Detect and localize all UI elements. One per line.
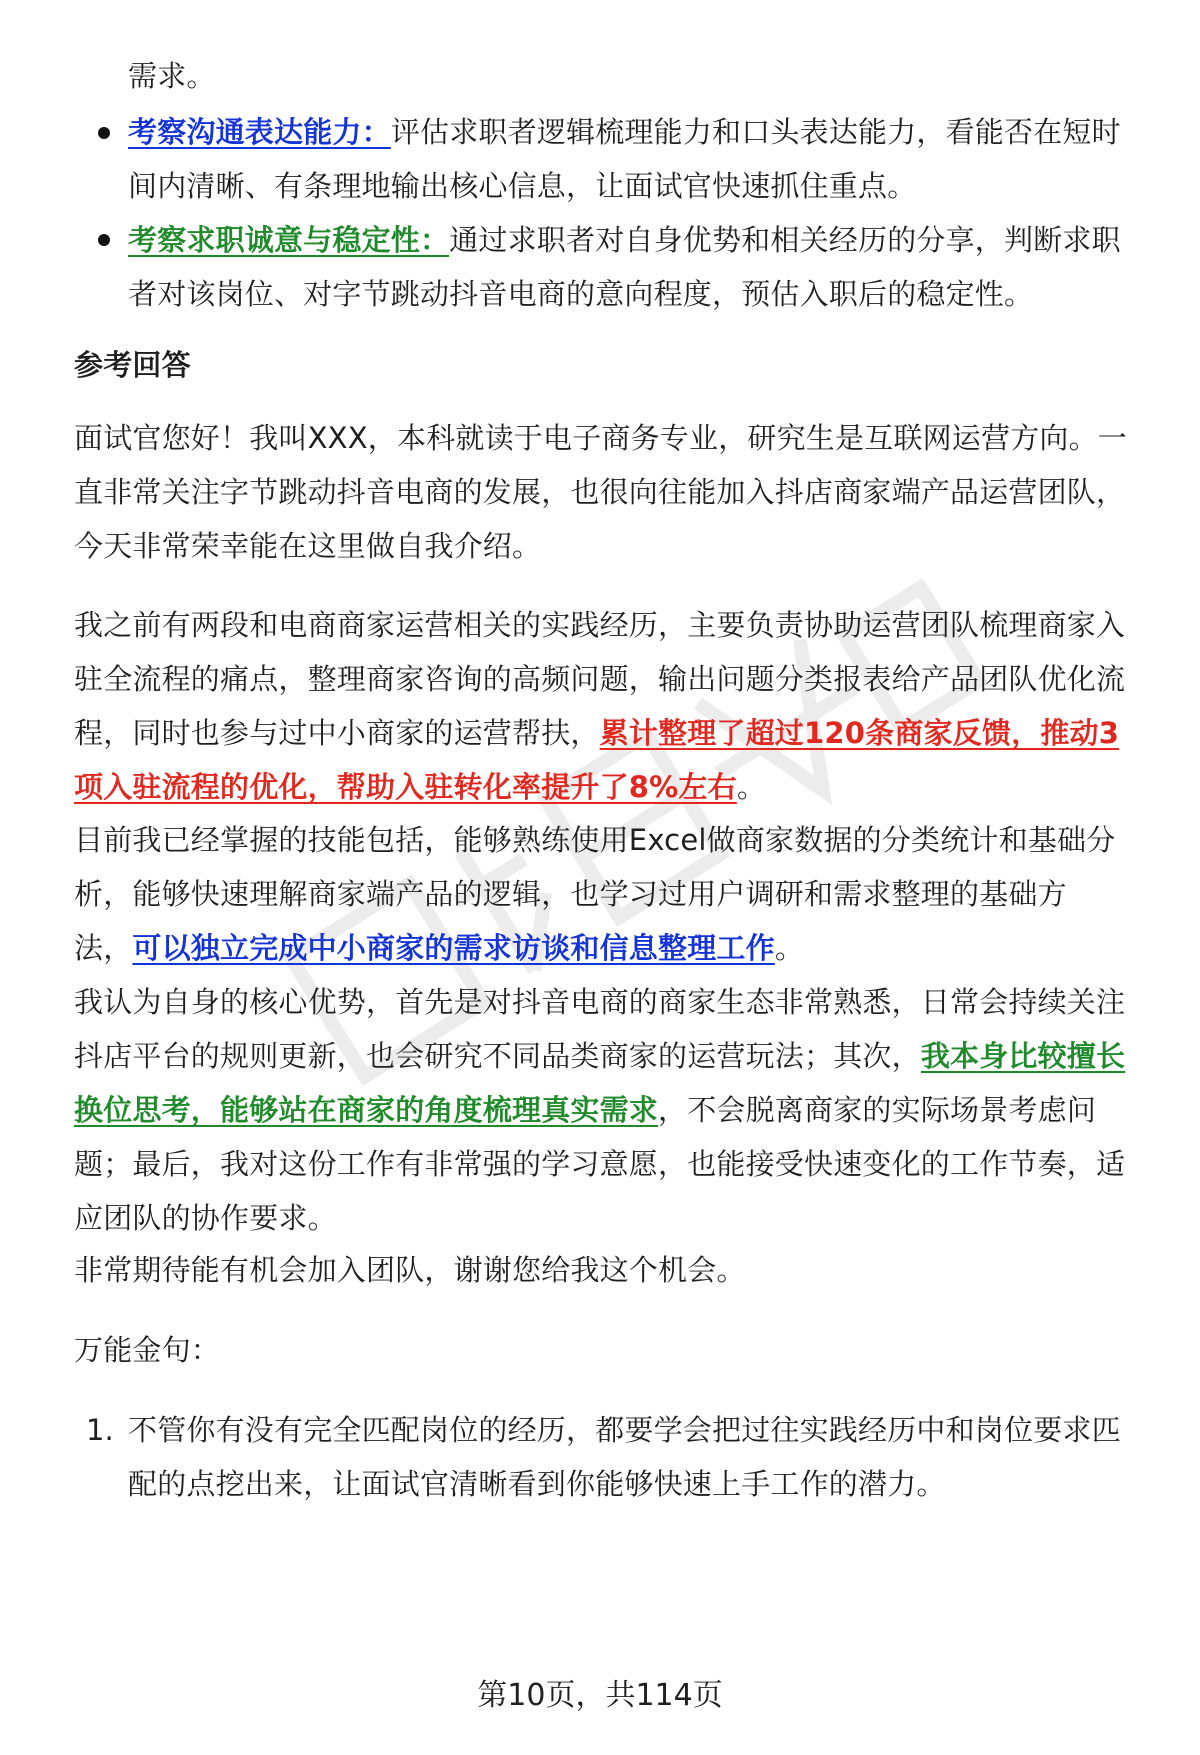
golden-sentence-title: 万能金句： xyxy=(74,1333,221,1367)
text-line: 需求。 xyxy=(128,59,216,93)
bullet-item-communication xyxy=(128,112,1121,152)
text-line xyxy=(74,1090,1096,1130)
text-span: 评估求职者逻辑梳理能力和口头表达能力，看能否在短时 xyxy=(390,115,1121,149)
highlight-green: 考察求职诚意与稳定性： xyxy=(128,223,450,257)
text-line: 应团队的协作要求。 xyxy=(74,1201,337,1235)
bullet-item-stability xyxy=(128,220,1121,260)
page-number: 第10页，共114页 xyxy=(477,1678,723,1713)
text-span: 抖店平台的规则更新，也会研究不同品类商家的运营玩法；其次， xyxy=(74,1039,921,1073)
highlight-blue: 考察沟通表达能力： xyxy=(128,115,391,149)
list-item-text: 配的点挖出来，让面试官清晰看到你能够快速上手工作的潜力。 xyxy=(128,1467,946,1501)
text-line xyxy=(74,1036,1125,1076)
bullet-dot-icon xyxy=(98,127,110,139)
highlight-green: 我本身比较擅长 xyxy=(920,1039,1126,1073)
text-line: 目前我已经掌握的技能包括，能够熟练使用Excel做商家数据的分类统计和基础分 xyxy=(74,823,1116,857)
text-span: ，不会脱离商家的实际场景考虑问 xyxy=(658,1093,1097,1127)
text-line: 驻全流程的痛点，整理商家咨询的高频问题，输出问题分类报表给产品团队优化流 xyxy=(74,662,1126,696)
text-line: 面试官您好！我叫XXX，本科就读于电子商务专业，研究生是互联网运营方向。一 xyxy=(74,421,1128,455)
bullet-dot-icon xyxy=(98,234,110,246)
text-span: 。 xyxy=(774,931,805,965)
text-span: 程，同时也参与过中小商家的运营帮扶， xyxy=(74,716,600,750)
text-span: 通过求职者对自身优势和相关经历的分享，判断求职 xyxy=(449,223,1121,257)
text-line: 我之前有两段和电商商家运营相关的实践经历，主要负责协助运营团队梳理商家入 xyxy=(74,608,1126,642)
text-line: 析，能够快速理解商家端产品的逻辑，也学习过用户调研和需求整理的基础方 xyxy=(74,877,1067,911)
text-line xyxy=(74,713,1119,753)
text-line: 今天非常荣幸能在这里做自我介绍。 xyxy=(74,529,542,563)
highlight-red: 项入驻流程的优化，帮助入驻转化率提升了8%左右 xyxy=(74,770,737,804)
text-line xyxy=(74,767,766,807)
text-line xyxy=(74,928,804,968)
closing-line: 非常期待能有机会加入团队，谢谢您给我这个机会。 xyxy=(74,1253,746,1287)
list-number: 1. xyxy=(86,1413,114,1447)
highlight-green: 换位思考，能够站在商家的角度梳理真实需求 xyxy=(74,1093,659,1127)
text-span: 。 xyxy=(736,770,767,804)
list-item-text: 不管你有没有完全匹配岗位的经历，都要学会把过往实践经历中和岗位要求匹 xyxy=(128,1413,1121,1447)
highlight-red: 累计整理了超过120条商家反馈，推动3 xyxy=(599,716,1120,750)
section-heading: 参考回答 xyxy=(74,348,191,382)
text-line: 直非常关注字节跳动抖音电商的发展，也很向往能加入抖店商家端产品运营团队， xyxy=(74,475,1126,509)
highlight-blue: 可以独立完成中小商家的需求访谈和信息整理工作 xyxy=(132,931,775,965)
text-line: 间内清晰、有条理地输出核心信息，让面试官快速抓住重点。 xyxy=(128,169,917,203)
text-line: 我认为自身的核心优势，首先是对抖音电商的商家生态非常熟悉，日常会持续关注 xyxy=(74,985,1126,1019)
text-line: 题；最后，我对这份工作有非常强的学习意愿，也能接受快速变化的工作节奏，适 xyxy=(74,1147,1126,1181)
text-line: 者对该岗位、对字节跳动抖音电商的意向程度，预估入职后的稳定性。 xyxy=(128,277,1034,311)
text-span: 法， xyxy=(74,931,133,965)
